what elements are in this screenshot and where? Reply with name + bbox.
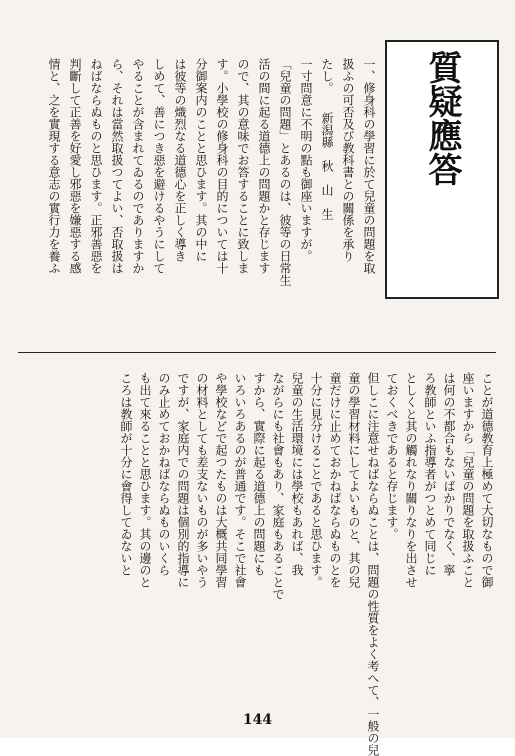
text-column: ですが、家庭内での問題は個別的指導に — [176, 372, 190, 588]
text-column: 座いますから「兒童の問題を取扱ふこと — [461, 372, 475, 588]
text-column: や學校などで起つたものは大概共同學習 — [214, 372, 228, 588]
section-title: 質疑應答 — [422, 50, 462, 186]
text-column: 一、修身科の學習に於て兒童の問題を取 — [362, 58, 376, 274]
text-column: としくと其の觸れなり關りなりを出させ — [404, 372, 418, 588]
text-column: 一寸問意に不明の點も御座いますが。 — [299, 58, 313, 262]
text-column: すから、實際に起る道德上の問題にも — [252, 372, 266, 576]
text-column: ころは教師が十分に會得してゐないと — [119, 372, 133, 576]
text-column: 童だけに止めておかねばならぬものとを — [328, 372, 342, 588]
text-column: 扱ふの可否及び教科書との關係を承り — [341, 58, 355, 262]
divider — [18, 352, 496, 353]
text-column: の材料としても差支ないものが多いやう — [195, 372, 209, 588]
text-column: も出て來ることと思ひます。其の邊のと — [138, 372, 152, 588]
text-column: 判斷して正善を好愛し邪惡を嫌惡する感 — [68, 58, 82, 274]
text-column: は彼等の熾烈なる道德心を正しく導き — [173, 58, 187, 262]
text-column: ておくべきであると存じます。 — [385, 372, 399, 540]
text-column: ろ教師といふ指導者がつとめて同じに — [423, 372, 437, 576]
text-column: ことが道德教育上極めて大切なもので御 — [480, 372, 494, 588]
text-column: 活の間に起る道德上の問題かと存じます — [257, 58, 271, 274]
text-column: しめて、善につき惡を避けるやうにして — [152, 58, 166, 274]
text-column: 情と、之を實現する意志の實行力を養ふ — [47, 58, 61, 274]
text-column: す。小學校の修身科の目的については十 — [215, 58, 229, 274]
text-column: たし。 新潟縣 秋 山 生 — [320, 58, 334, 220]
text-column: ら、それは當然取扱つてよい、否取扱は — [110, 58, 124, 274]
text-column: 童の學習材料にしてよいものと、其の兒 — [347, 372, 361, 588]
text-column: ので、其の意味でお答することに致しま — [236, 58, 250, 274]
text-column: ながらにも社會もあり、家庭もあることで — [271, 372, 285, 600]
text-column: やることが含まれてゐるのでありますか — [131, 58, 145, 274]
text-column: 兒童の生活環境には學校もあれば、我 — [290, 372, 304, 576]
text-column: 分御案内のことと思ひます。其の中に — [194, 58, 208, 262]
text-column: 十分に見分けることであると思ひます。 — [309, 372, 323, 588]
text-column: ねばならぬものと思ひます。正邪善惡を — [89, 58, 103, 274]
text-column: 但しこに注意せねばならぬことは、問題の性質をよく考へて、一般の兒 — [366, 372, 380, 756]
text-column: のみ止めておかねばならぬものいくら — [157, 372, 171, 576]
page-number: 144 — [242, 712, 273, 728]
text-column: 「兒童の問題」とあるのは、彼等の日常生 — [278, 58, 292, 286]
section-logo — [385, 40, 499, 299]
text-column: いろいろあるのが普通です。そこで社會 — [233, 372, 247, 588]
text-column: は何の不都合もないばかりでなく、寧 — [442, 372, 456, 576]
